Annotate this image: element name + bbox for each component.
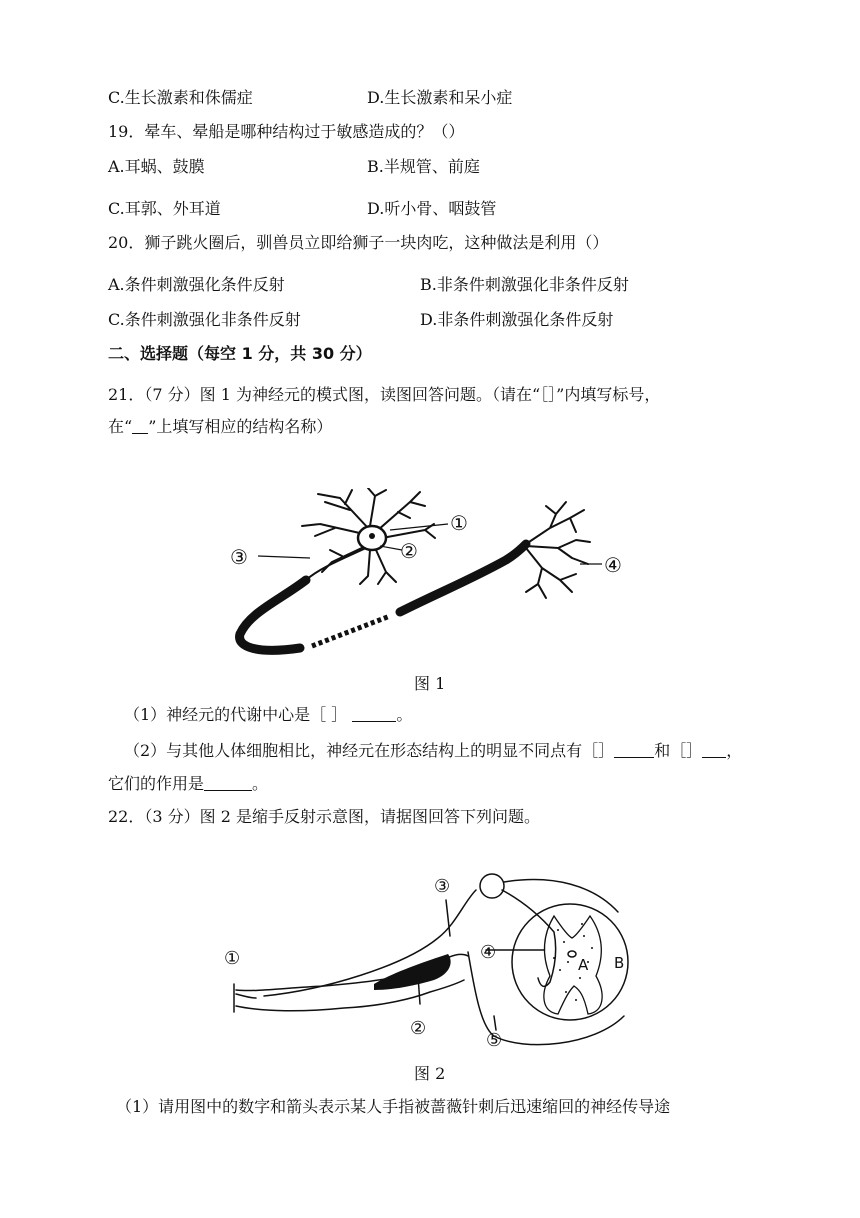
q19-option-c: C.耳郭、外耳道 bbox=[108, 199, 221, 218]
q21-stem-line2: 在“ ”上填写相应的结构名称） bbox=[108, 417, 333, 436]
neuron-figure bbox=[220, 488, 640, 664]
figure1-label-3: ③ bbox=[230, 545, 248, 569]
q19-option-a: A.耳蜗、鼓膜 bbox=[108, 157, 205, 176]
figure2-label-5: ⑤ bbox=[486, 1030, 503, 1051]
q19-option-d: D.听小骨、咽鼓管 bbox=[367, 199, 497, 218]
figure1-label-4: ④ bbox=[604, 553, 622, 577]
figure2-label-4: ④ bbox=[480, 942, 497, 963]
figure2-label-b: B bbox=[614, 954, 625, 972]
figure1-caption: 图 1 bbox=[414, 674, 446, 693]
figure2-label-3: ③ bbox=[434, 876, 451, 897]
q22-sub1: （1）请用图中的数字和箭头表示某人手指被蔷薇针刺后迅速缩回的神经传导途 bbox=[116, 1097, 671, 1116]
figure2-caption: 图 2 bbox=[414, 1064, 446, 1083]
figure2-label-2: ② bbox=[410, 1018, 427, 1039]
q21-sub1: （1）神经元的代谢中心是［ ］ 。 bbox=[124, 705, 413, 724]
section-heading: 二、选择题（每空 1 分，共 30 分） bbox=[108, 344, 372, 363]
reflex-arc-figure bbox=[224, 866, 644, 1056]
q20-option-d: D.非条件刺激强化条件反射 bbox=[420, 310, 614, 329]
q20-option-a: A.条件刺激强化条件反射 bbox=[108, 275, 285, 294]
figure1-label-1: ① bbox=[450, 511, 468, 535]
q21-stem-line1: 21．（7 分）图 1 为神经元的模式图，读图回答问题。（请在“［］”内填写标号， bbox=[108, 385, 661, 404]
q20-option-b: B.非条件刺激强化非条件反射 bbox=[420, 275, 629, 294]
q21-sub2-cont: 它们的作用是 。 bbox=[108, 774, 269, 793]
figure2-label-1: ① bbox=[224, 948, 241, 969]
q20-stem: 20．狮子跳火圈后，驯兽员立即给狮子一块肉吃，这种做法是利用（） bbox=[108, 233, 609, 252]
figure2-label-a: A bbox=[578, 956, 589, 974]
q21-sub2: （2）与其他人体细胞相比，神经元在形态结构上的明显不同点有［］ 和［］ ， bbox=[124, 741, 743, 760]
figure1-label-2: ② bbox=[400, 539, 418, 563]
q19-stem: 19．晕车、晕船是哪种结构过于敏感造成的？（） bbox=[108, 122, 465, 141]
q19-option-b: B.半规管、前庭 bbox=[367, 157, 480, 176]
q18-option-c: C.生长激素和侏儒症 bbox=[108, 88, 253, 107]
q22-stem: 22．（3 分）图 2 是缩手反射示意图，请据图回答下列问题。 bbox=[108, 807, 540, 826]
q18-option-d: D.生长激素和呆小症 bbox=[367, 88, 513, 107]
q20-option-c: C.条件刺激强化非条件反射 bbox=[108, 310, 301, 329]
